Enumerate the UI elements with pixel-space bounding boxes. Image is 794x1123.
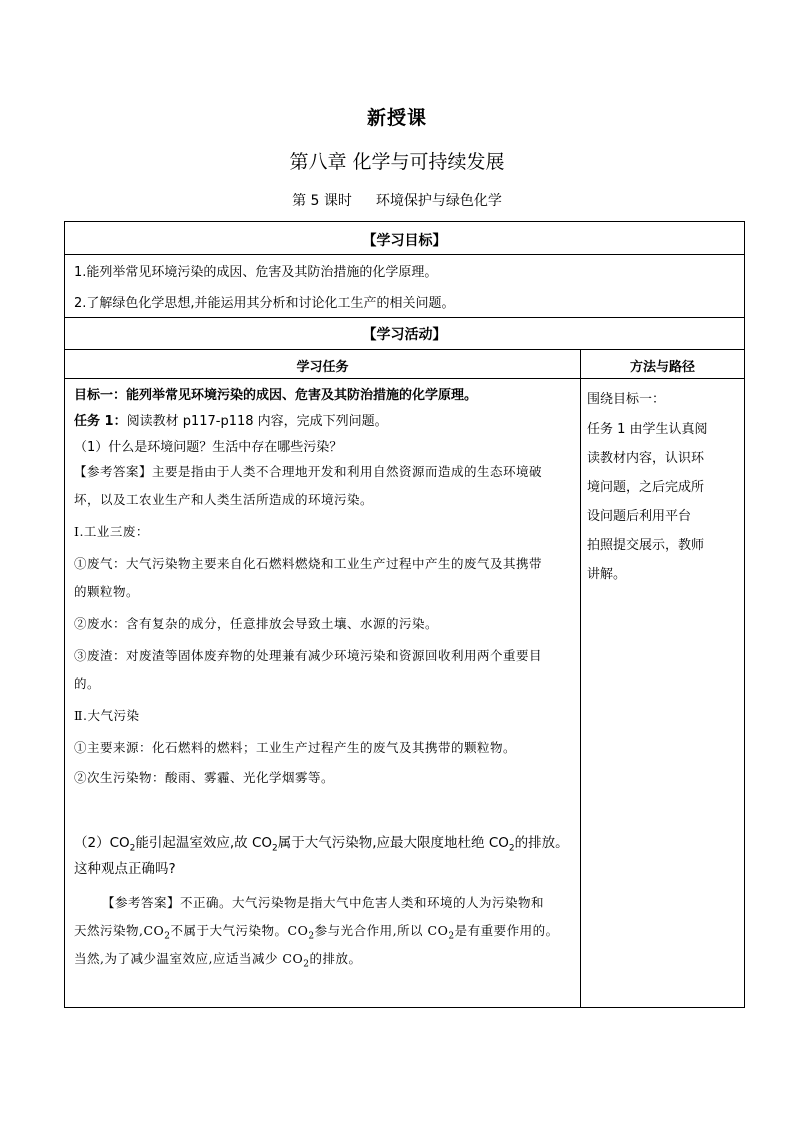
answer-1-line-2: 坏，以及工农业生产和人类生活所造成的环境污染。 [74,492,374,507]
waste-gas-line-1: ①废气：大气污染物主要来自化石燃料燃烧和工业生产过程中产生的废气及其携带 [74,556,543,571]
method-line: 设问题后利用平台 [587,509,692,524]
task-1-label: 任务 1： [74,414,127,429]
task-1-text: 阅读教材 p117-p118 内容，完成下列问题。 [126,414,388,429]
lesson-name: 环境保护与绿色化学 [375,193,502,209]
method-line: 围绕目标一： [587,392,666,407]
answer-1-line-1: 【参考答案】主要是指由于人类不合理地开发和利用自然资源而造成的生态环境破 [74,464,543,479]
method-line: 境问题，之后完成所 [587,480,705,495]
section-industrial-waste: Ⅰ.工业三废： [74,524,149,539]
q2-text: （2）CO [74,835,130,851]
column-divider [580,349,581,1007]
divider [65,349,744,350]
method-line: 讲解。 [587,567,627,582]
lesson-number: 第 5 课时 [292,193,352,209]
divider [65,378,744,379]
waste-water: ②废水：含有复杂的成分，任意排放会导致土壤、水源的污染。 [74,616,439,631]
page-title: 新授课 [366,107,427,129]
answer-2-line-3 [74,949,361,970]
subscript: 2 [308,931,315,942]
objective-item-2: 2.了解绿色化学思想,并能运用其分析和讨论化工生产的相关问题。 [74,296,455,311]
q2-text: 属于大气污染物,应最大限度地杜绝 CO [277,835,509,851]
question-1: （1）什么是环境问题？生活中存在哪些污染？ [74,440,343,455]
air-pollution-source: ①主要来源：化石燃料的燃料；工业生产过程产生的废气及其携带的颗粒物。 [74,740,517,755]
column-header-task: 学习任务 [296,360,349,375]
subscript: 2 [129,843,136,854]
objectives-heading: 【学习目标】 [362,233,447,249]
answer-2-line-2 [74,921,559,942]
subscript: 2 [272,843,278,854]
method-line: 拍照提交展示，教师 [587,538,705,553]
goal-one: 目标一：能列举常见环境污染的成因、危害及其防治措施的化学原理。 [74,388,478,403]
section-air-pollution: Ⅱ.大气污染 [74,708,140,723]
q2-text: 的排放。 [514,835,569,851]
secondary-pollutants: ②次生污染物：酸雨、雾霾、光化学烟雾等。 [74,770,335,785]
answer-2-text: 的排放。 [309,951,362,966]
q2-text: 能引起温室效应,故 CO [135,835,273,851]
answer-2-text: 不属于大气污染物。CO [170,923,309,938]
divider [65,254,744,255]
subscript: 2 [164,931,171,942]
activities-heading: 【学习活动】 [362,327,447,343]
answer-2-text: 参与光合作用,所以 CO [314,923,449,938]
subscript: 2 [448,931,455,942]
task-1 [74,410,388,429]
lesson-table [64,221,745,1008]
waste-gas-line-2: 的颗粒物。 [74,584,140,599]
column-header-method: 方法与路径 [629,360,695,375]
answer-2-line-1: 【参考答案】不正确。大气污染物是指大气中危害人类和环境的人为污染物和 [102,895,545,910]
divider [65,317,744,318]
answer-2-text: 天然污染物,CO [74,923,165,938]
waste-slag-line-2: 的。 [74,676,101,691]
chapter-title: 第八章 化学与可持续发展 [289,151,505,173]
subscript: 2 [508,843,515,854]
answer-2-text: 当然,为了减少温室效应,应适当减少 CO [74,951,304,966]
objective-item-1: 1.能列举常见环境污染的成因、危害及其防治措施的化学原理。 [74,265,438,280]
waste-slag-line-1: ③废渣：对废渣等固体废弃物的处理兼有减少环境污染和资源回收利用两个重要目 [74,648,543,663]
question-2-line-1 [74,831,569,854]
question-2-line-2: 这种观点正确吗? [74,861,176,877]
subscript: 2 [303,959,310,970]
answer-2-text: 是有重要作用的。 [454,923,559,938]
method-line: 读教材内容，认识环 [587,451,705,466]
method-line: 任务 1 由学生认真阅 [587,422,708,437]
lesson-subtitle [0,190,794,210]
